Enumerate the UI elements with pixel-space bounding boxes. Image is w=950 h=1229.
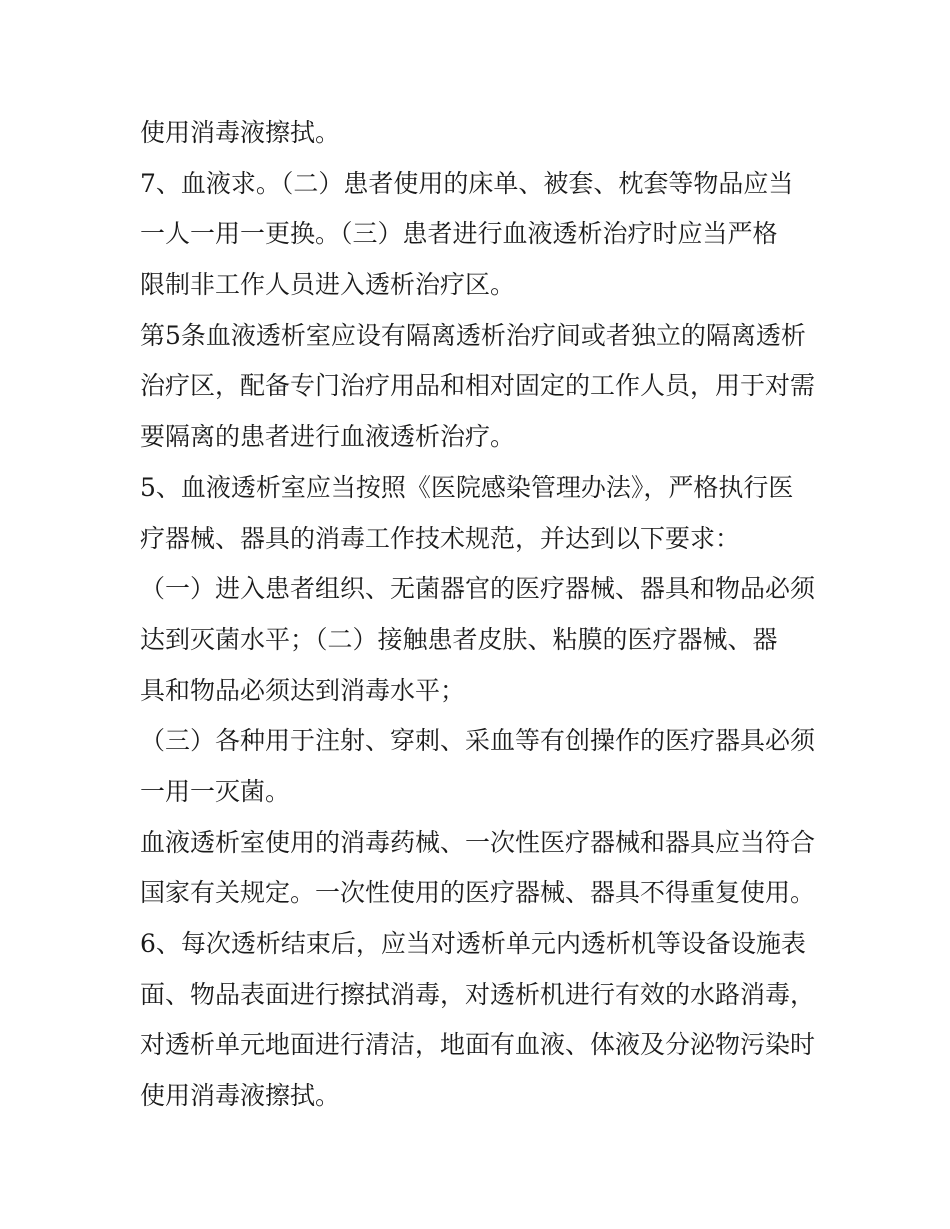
text-line: 国家有关规定。一次性使用的医疗器械、器具不得重复使用。 xyxy=(140,878,816,908)
text-line: 使用消毒液擦拭。 xyxy=(140,118,341,147)
text-line: 第5条血液透析室应设有隔离透析治疗间或者独立的隔离透析 xyxy=(140,320,806,350)
text-line: 面、物品表面进行擦拭消毒，对透析机进行有效的水路消毒， xyxy=(140,979,816,1009)
text-line: 使用消毒液擦拭。 xyxy=(140,1081,341,1111)
text-line: 一人一用一更换。（三）患者进行血液透析治疗时应当严格 xyxy=(140,219,778,249)
text-line: 治疗区，配备专门治疗用品和相对固定的工作人员，用于对需 xyxy=(140,371,816,401)
text-line: 疗器械、器具的消毒工作技术规范，并达到以下要求： xyxy=(140,523,741,553)
text-line: 要隔离的患者进行血液透析治疗。 xyxy=(140,422,516,452)
text-line: 一用一灭菌。 xyxy=(140,776,291,806)
text-line: （三）各种用于注射、穿刺、采血等有创操作的医疗器具必须 xyxy=(140,726,816,756)
text-line: 7、血液求。（二）患者使用的床单、被套、枕套等物品应当 xyxy=(140,168,794,198)
text-line: 具和物品必须达到消毒水平； xyxy=(140,675,466,705)
text-line: 5、血液透析室应当按照《医院感染管理办法》，严格执行医 xyxy=(140,472,794,502)
text-line: 6、每次透析结束后，应当对透析单元内透析机等设备设施表 xyxy=(140,929,806,958)
text-line: （一）进入患者组织、无菌器官的医疗器械、器具和物品必须 xyxy=(140,574,816,604)
text-line: 对透析单元地面进行清洁，地面有血液、体液及分泌物污染时 xyxy=(140,1030,816,1060)
document-body xyxy=(140,108,820,1122)
text-line: 限制非工作人员进入透析治疗区。 xyxy=(140,270,516,300)
text-line: 达到灭菌水平；（二）接触患者皮肤、粘膜的医疗器械、器 xyxy=(140,624,778,654)
text-line: 血液透析室使用的消毒药械、一次性医疗器械和器具应当符合 xyxy=(140,827,816,857)
